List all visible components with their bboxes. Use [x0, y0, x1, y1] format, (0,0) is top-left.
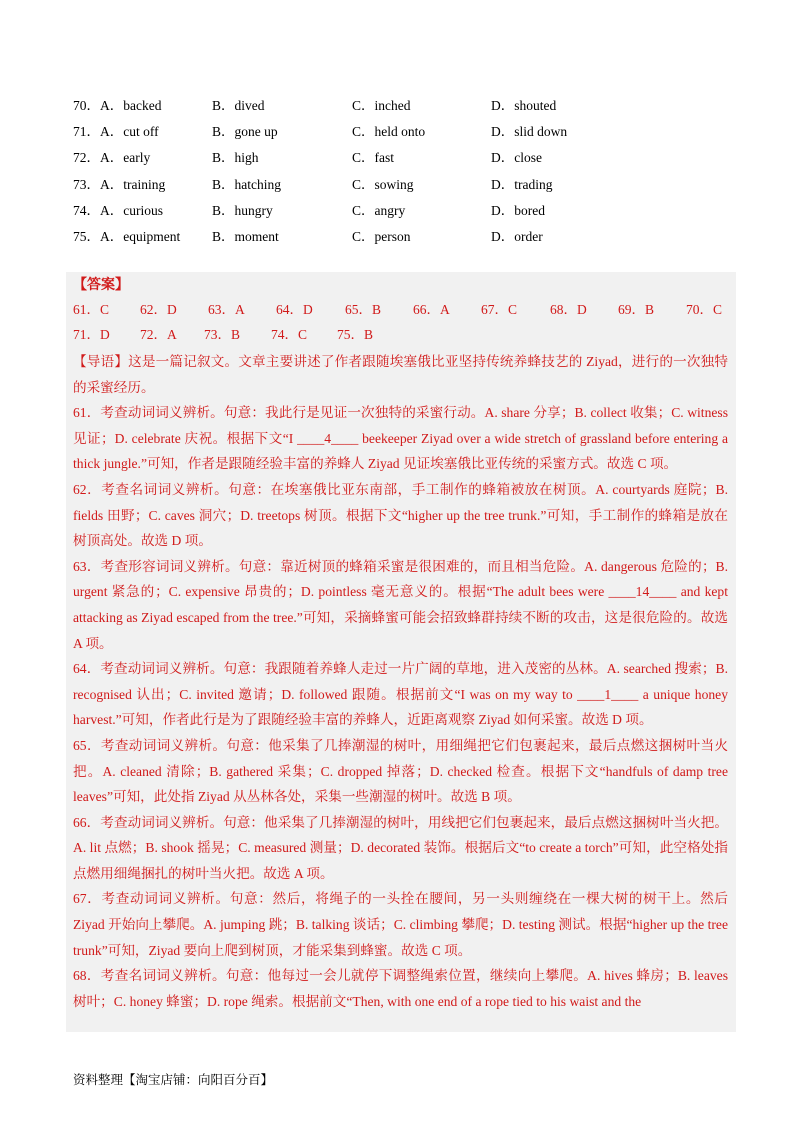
option-a — [73, 121, 159, 143]
option-d: D．slid down — [491, 124, 568, 140]
answer-item: 72．A — [140, 327, 177, 342]
option-b: B．gone up — [212, 124, 278, 140]
question-number: 75． — [73, 228, 100, 244]
options-list — [73, 95, 733, 252]
option-row — [73, 95, 733, 121]
answer-item: 68．D — [550, 302, 587, 317]
question-number: 73． — [73, 176, 100, 192]
option-b: B．moment — [212, 228, 279, 244]
option-d: D．shouted — [491, 98, 557, 113]
option-a — [73, 174, 165, 196]
answer-item: 65．B — [345, 302, 382, 317]
option-a — [73, 147, 150, 169]
option-a-text: A．curious — [100, 202, 163, 218]
explanation-62: 62．考查名词词义辨析。句意：在埃塞俄比亚东南部，手工制作的蜂箱被放在树顶。A. courtyards 庭院；B. fields 田野；C. caves 洞穴；D. treetops 树顶。根据下文“higher up the tree trunk.”可知，手工制作的蜂箱是放在树顶高处。故选 D 项。 — [73, 481, 728, 549]
answer-item: 75．B — [337, 327, 374, 342]
answer-item: 62．D — [140, 302, 177, 317]
answer-item: 63．A — [208, 302, 245, 317]
option-d: D．order — [491, 228, 543, 244]
option-b: B．dived — [212, 98, 265, 113]
option-row — [73, 200, 733, 226]
answer-heading: 【答案】 — [73, 278, 129, 293]
page-footer: 资料整理【淘宝店铺：向阳百分百】 — [73, 1072, 274, 1087]
option-c: C．fast — [352, 150, 394, 166]
option-a-text: A．early — [100, 150, 151, 166]
option-c: C．angry — [352, 202, 406, 218]
option-row — [73, 226, 733, 252]
answer-item: 73．B — [204, 327, 241, 342]
option-d: D．close — [491, 150, 542, 166]
answer-item: 64．D — [276, 302, 313, 317]
option-a — [73, 200, 163, 222]
answer-item: 69．B — [618, 302, 655, 317]
option-a — [73, 226, 180, 248]
guide-paragraph: 【导语】这是一篇记叙文。文章主要讲述了作者跟随埃塞俄比亚坚持传统养蜂技艺的 Ziyad，进行的一次独特的采蜜经历。 — [73, 354, 728, 395]
question-number: 71． — [73, 124, 100, 140]
option-a — [73, 95, 161, 117]
option-c: C．person — [352, 228, 411, 244]
option-c: C．inched — [352, 98, 411, 113]
option-a-text: A．backed — [100, 98, 162, 113]
explanation-67: 67．考查动词词义辨析。句意：然后，将绳子的一头拴在腰间，另一头则缠绕在一棵大树的树干上。然后 Ziyad 开始向上攀爬。A. jumping 跳；B. talking 谈话；C. climbing 攀爬；D. testing 测试。根据“higher up the tree trunk”可知，Ziyad 要向上爬到树顶，才能采集到蜂蜜。故选 C 项。 — [73, 891, 728, 958]
option-d: D．trading — [491, 176, 553, 192]
option-b: B．hatching — [212, 176, 281, 192]
option-b: B．hungry — [212, 202, 273, 218]
answer-item: 70．C — [686, 302, 723, 317]
answer-item: 71．D — [73, 327, 110, 342]
option-b: B．high — [212, 150, 259, 166]
option-d: D．bored — [491, 202, 545, 218]
answer-item: 66．A — [413, 302, 450, 317]
question-number: 72． — [73, 150, 100, 166]
explanation-block — [73, 349, 728, 1014]
question-number: 74． — [73, 202, 100, 218]
question-number: 70． — [73, 98, 100, 113]
option-row — [73, 147, 733, 173]
explanation-65: 65．考查动词词义辨析。句意：他采集了几捧潮湿的树叶，用细绳把它们包裹起来，最后点燃这捆树叶当火把。A. cleaned 清除；B. gathered 采集；C. dropped 掉落；D. checked 检查。根据下文“handfuls of damp tree leaves”可知，此处指 Ziyad 从丛林各处，采集一些潮湿的树叶。故选 B 项。 — [73, 737, 728, 805]
option-c: C．sowing — [352, 176, 414, 192]
explanation-64: 64．考查动词词义辨析。句意：我跟随着养蜂人走过一片广阔的草地，进入茂密的丛林。A. searched 搜索；B. recognised 认出；C. invited 邀请；D. followed 跟随。根据前文“I was on my way to ____1____ a unique honey harvest.”可知，作者此行是为了跟随经验丰富的养蜂人，近距离观察 Ziyad 如何采蜜。故选 D 项。 — [73, 661, 728, 728]
option-a-text: A．equipment — [100, 228, 181, 244]
option-a-text: A．cut off — [100, 124, 159, 140]
option-c: C．held onto — [352, 124, 426, 140]
explanation-66: 66．考查动词词义辨析。句意：他采集了几捧潮湿的树叶，用线把它们包裹起来，最后点燃这捆树叶当火把。A. lit 点燃；B. shook 摇晃；C. measured 测量；D. decorated 装饰。根据后文“to create a torch”可知，此空格处指点燃用细绳捆扎的树叶当火把。故选 A 项。 — [73, 814, 728, 881]
answer-item: 67．C — [481, 302, 518, 317]
option-row — [73, 174, 733, 200]
option-a-text: A．training — [100, 176, 166, 192]
option-row — [73, 121, 733, 147]
explanation-61: 61．考查动词词义辨析。句意：我此行是见证一次独特的采蜜行动。A. share 分享；B. collect 收集；C. witness 见证；D. celebrate 庆祝。根据下文“I ____4____ beekeeper Ziyad over a wide stretch of grassland before entering a thick jungle.”可知，作者是跟随经验丰富的养蜂人 Ziyad 见证埃塞俄比亚传统的采蜜方式。故选 C 项。 — [73, 405, 728, 472]
explanation-68: 68．考查名词词义辨析。句意：他每过一会儿就停下调整绳索位置，继续向上攀爬。A. hives 蜂房；B. leaves 树叶；C. honey 蜂蜜；D. rope 绳索。根据前文“Then, with one end of a rope tied to his waist and the — [73, 968, 728, 1009]
answer-item: 61．C — [73, 302, 110, 317]
explanation-63: 63．考查形容词词义辨析。句意：靠近树顶的蜂箱采蜜是很困难的，而且相当危险。A. dangerous 危险的；B. urgent 紧急的；C. expensive 昂贵的；D. pointless 毫无意义的。根据“The adult bees were ____14____ and kept attacking as Ziyad escaped from the tree.”可知，采摘蜂蜜可能会招致蜂群持续不断的攻击，这是很危险的。故选 A 项。 — [73, 558, 728, 651]
answer-item: 74．C — [271, 327, 308, 342]
